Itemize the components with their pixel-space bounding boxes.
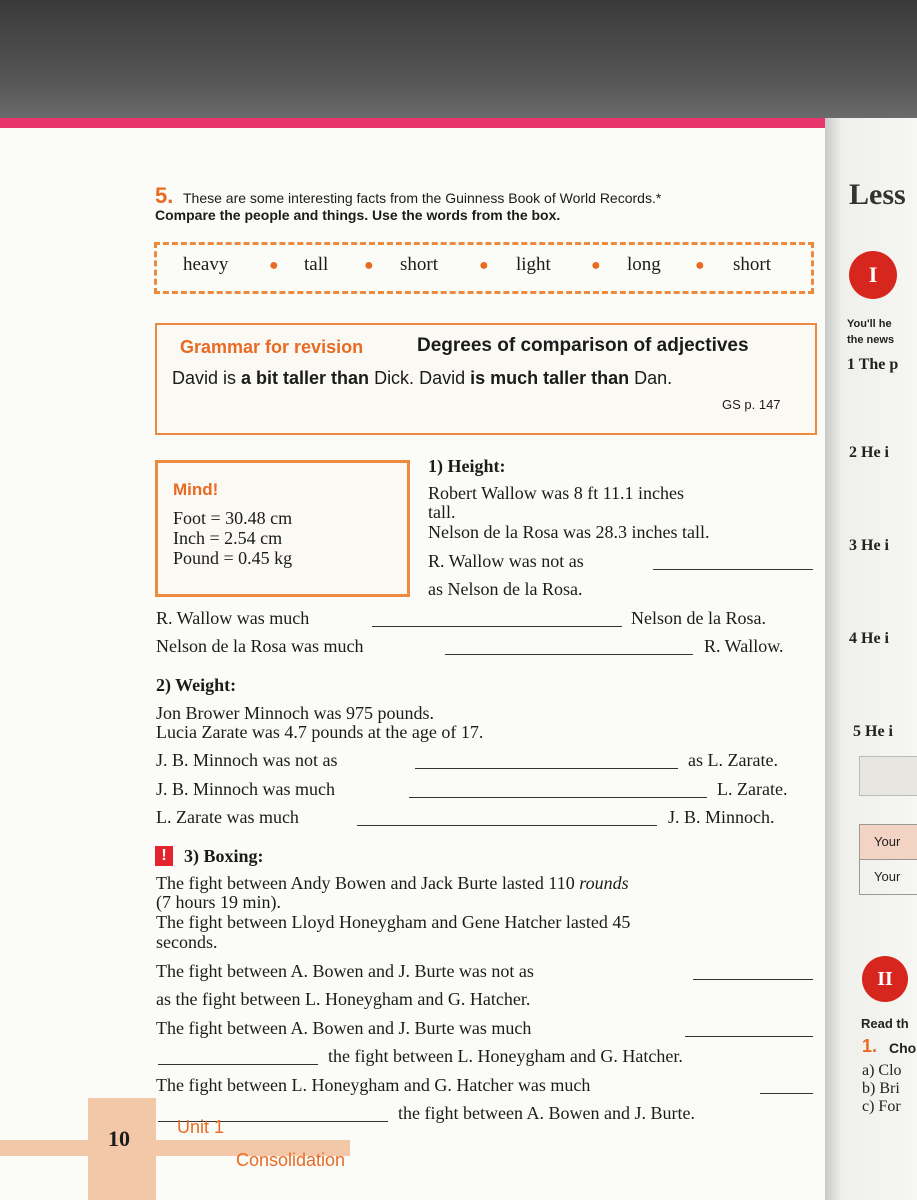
word-box-item: long: [627, 254, 661, 275]
boxing-question: as the fight between L. Honeygham and G. Hatcher.: [156, 989, 531, 1009]
right-text: the news: [847, 334, 895, 346]
word-box-item: short: [733, 254, 771, 275]
height-question: R. Wallow was much: [156, 608, 310, 628]
answer-blank[interactable]: [409, 797, 707, 798]
bullet-icon: ●: [695, 257, 705, 274]
word-box-item: short: [400, 254, 438, 275]
answer-blank[interactable]: [372, 626, 622, 627]
page-number: 10: [108, 1126, 130, 1151]
right-item: 1 The p: [847, 356, 899, 373]
right-option: c) For: [862, 1098, 901, 1115]
boxing-question: The fight between A. Bowen and J. Burte was not as: [156, 961, 534, 981]
answer-blank[interactable]: [685, 1036, 813, 1037]
mind-title: Mind!: [173, 480, 219, 499]
right-text: You'll he: [847, 318, 892, 330]
boxing-question: The fight between L. Honeygham and G. Hatcher was much: [156, 1075, 591, 1095]
height-question: Nelson de la Rosa.: [631, 608, 766, 628]
weight-question: L. Zarate.: [717, 779, 788, 799]
height-question: Nelson de la Rosa was much: [156, 636, 364, 656]
answer-blank[interactable]: [357, 825, 657, 826]
footer-section: Consolidation: [236, 1150, 346, 1170]
answer-blank[interactable]: [653, 569, 813, 570]
weight-question: J. B. Minnoch.: [668, 807, 775, 827]
right-item-number: 1.: [862, 1036, 878, 1056]
height-fact: tall.: [428, 502, 456, 522]
bullet-icon: ●: [479, 257, 489, 274]
answer-blank[interactable]: [693, 979, 813, 980]
grammar-example: David is a bit taller than Dick. David is much taller than Dan.: [172, 368, 673, 388]
boxing-question: the fight between A. Bowen and J. Burte.: [398, 1103, 695, 1123]
right-item: 4 He i: [849, 630, 889, 647]
boxing-fact: The fight between Andy Bowen and Jack Burte lasted 110 rounds: [156, 873, 629, 893]
height-question: R. Wallow.: [704, 636, 784, 656]
right-text: Read th: [861, 1016, 909, 1031]
answer-blank[interactable]: [158, 1064, 318, 1065]
right-text: Cho: [889, 1040, 917, 1056]
boxing-question: The fight between A. Bowen and J. Burte was much: [156, 1018, 532, 1038]
height-fact: Robert Wallow was 8 ft 11.1 inches: [428, 483, 685, 503]
bullet-icon: ●: [591, 257, 601, 274]
word-box-item: heavy: [183, 254, 229, 275]
exercise-number: 5.: [155, 183, 174, 208]
bullet-icon: ●: [364, 257, 374, 274]
grammar-reference: GS p. 147: [722, 397, 781, 412]
answer-blank[interactable]: [415, 768, 678, 769]
mind-line: Inch = 2.54 cm: [173, 528, 283, 548]
right-page-title: Less: [849, 178, 906, 211]
right-item: 5 He i: [853, 723, 893, 740]
height-question: as Nelson de la Rosa.: [428, 579, 583, 599]
weight-fact: Lucia Zarate was 4.7 pounds at the age of 17.: [156, 722, 484, 742]
boxing-question: the fight between L. Honeygham and G. Hatcher.: [328, 1046, 683, 1066]
right-table-header: [859, 756, 917, 796]
mind-line: Foot = 30.48 cm: [173, 508, 293, 528]
right-option: b) Bri: [862, 1080, 900, 1097]
answer-blank[interactable]: [445, 654, 693, 655]
weight-question: J. B. Minnoch was much: [156, 779, 335, 799]
right-option: a) Clo: [862, 1062, 902, 1079]
grammar-subtitle: Degrees of comparison of adjectives: [417, 335, 749, 356]
weight-fact: Jon Brower Minnoch was 975 pounds.: [156, 703, 434, 723]
boxing-fact: (7 hours 19 min).: [156, 892, 281, 912]
word-box-item: tall: [304, 254, 329, 275]
section-circle-icon: I: [849, 251, 897, 299]
exercise-instruction: Compare the people and things. Use the words from the box.: [155, 207, 561, 223]
weight-heading: 2) Weight:: [156, 675, 237, 695]
boxing-heading: 3) Boxing:: [184, 846, 264, 866]
right-item: 3 He i: [849, 537, 889, 554]
height-fact: Nelson de la Rosa was 28.3 inches tall.: [428, 522, 710, 542]
right-page: [825, 118, 917, 1200]
warning-icon: !: [155, 846, 173, 866]
answer-blank[interactable]: [760, 1093, 813, 1094]
mind-line: Pound = 0.45 kg: [173, 548, 293, 568]
weight-question: as L. Zarate.: [688, 750, 778, 770]
bullet-icon: ●: [269, 257, 279, 274]
boxing-fact: The fight between Lloyd Honeygham and Gene Hatcher lasted 45: [156, 912, 631, 932]
weight-question: J. B. Minnoch was not as: [156, 750, 338, 770]
right-table-cell: Your: [859, 824, 917, 860]
grammar-title: Grammar for revision: [180, 337, 364, 357]
right-item: 2 He i: [849, 444, 889, 461]
right-table-cell: Your: [859, 859, 917, 895]
exercise-intro: These are some interesting facts from the Guinness Book of World Records.*: [183, 190, 662, 206]
scan-top-shadow: [0, 0, 917, 118]
section-circle-icon: II: [862, 956, 908, 1002]
footer-unit: Unit 1: [177, 1117, 225, 1137]
weight-question: L. Zarate was much: [156, 807, 299, 827]
word-box-item: light: [516, 254, 551, 275]
height-question: R. Wallow was not as: [428, 551, 584, 571]
height-heading: 1) Height:: [428, 456, 506, 476]
boxing-fact: seconds.: [156, 932, 218, 952]
page-top-band: [0, 118, 825, 128]
